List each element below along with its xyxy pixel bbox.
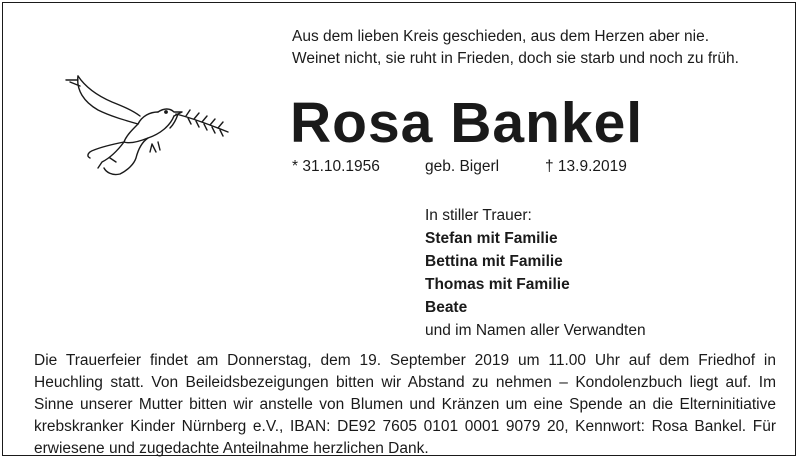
mourner-name: Stefan mit Familie: [425, 230, 558, 247]
death-date: † 13.9.2019: [545, 158, 627, 175]
dove-icon: [58, 72, 248, 184]
mourner-name: Thomas mit Familie: [425, 276, 570, 293]
mourning-intro: In stiller Trauer:: [425, 207, 532, 224]
maiden-name: geb. Bigerl: [425, 158, 500, 175]
funeral-notice-text: Die Trauerfeier findet am Donnerstag, dem 19. September 2019 um 11.00 Uhr auf dem Friedhof in Heuchling statt. Von Beileidsbezeigungen bitten wir Abstand zu nehmen – Kondolenzbuch liegt auf. Im Sinne unserer Mutter bitten wir anstelle von Blumen und Kränzen um eine Spende an die Elterninitiative krebskranker Kinder Nürnberg e.V., IBAN: DE92 7605 0101 0001 9079 20, Kennwort: Rosa Bankel. Für erwiesene und zugedachte Anteilnahme herzlichen Dank.: [34, 352, 776, 457]
motto: [292, 26, 782, 70]
motto-line: Weinet nicht, sie ruht in Frieden, doch sie starb und noch zu früh.: [292, 50, 739, 67]
mourning-outro: und im Namen aller Verwandten: [425, 322, 646, 339]
birth-date: * 31.10.1956: [292, 158, 380, 175]
mourners-block: [425, 204, 646, 342]
mourner-name: Beate: [425, 299, 468, 316]
motto-line: Aus dem lieben Kreis geschieden, aus dem Herzen aber nie.: [292, 28, 710, 45]
mourner-name: Bettina mit Familie: [425, 253, 563, 270]
deceased-name: Rosa Bankel: [290, 91, 644, 155]
